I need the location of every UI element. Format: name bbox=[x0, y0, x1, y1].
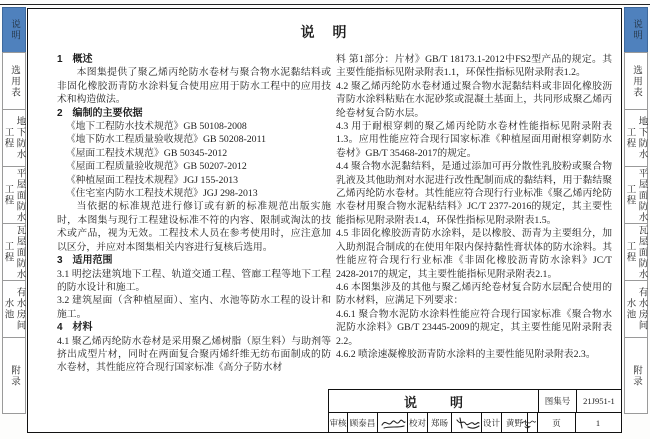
reference-item: 《屋面工程技术规范》GB 50345-2012 bbox=[65, 147, 228, 159]
tab-label: 工程 bbox=[2, 184, 14, 206]
reference-item: 《地下防水工程质量验收规范》GB 50208-2011 bbox=[65, 134, 267, 146]
tab-label: 附录 bbox=[631, 364, 642, 387]
tab-label: 平屋面防水 bbox=[636, 167, 648, 223]
section-heading: 1 概述 bbox=[57, 54, 93, 65]
tab-label: 选用表 bbox=[631, 64, 642, 98]
tab-label: 说明 bbox=[631, 19, 642, 41]
designer-name: 黄野 bbox=[501, 413, 527, 432]
paragraph: 本图集提供了聚乙烯丙纶防水卷材与聚合物水泥黏结料或非固化橡胶沥青防水涂料复合使用应用于防水工程中的应用技术和构造做法。 bbox=[57, 67, 331, 106]
tab-label: 工程 bbox=[624, 184, 636, 206]
paragraph: 当依据的标准规范进行修订或有新的标准规范出版实施时，本图集与现行工程建设标准不符的内容、限制或淘汰的技术或产品，视为无效。工程技术人员在参考使用时，应注意加以区分，并应对本图集相关内容进行复核后选用。 bbox=[57, 201, 331, 253]
sidebar-item-shuoming[interactable] bbox=[2, 7, 26, 53]
sidebar-item-youshui-fangjian[interactable] bbox=[624, 280, 648, 338]
sidebar-item-youshui-fangjian[interactable] bbox=[2, 280, 26, 338]
paragraph: 3.1 明挖法建筑地下工程、轨道交通工程、管廊工程等地下工程的防水设计和施工。 bbox=[57, 268, 331, 293]
tab-label: 瓦屋面防水 bbox=[636, 224, 648, 280]
title-block-title: 说 明 bbox=[403, 394, 473, 410]
paragraph: 4.6 本图集涉及的其他与聚乙烯丙纶卷材复合防水层配合使用的防水材料，应满足下列要求： bbox=[336, 281, 612, 307]
left-tab-rail bbox=[2, 8, 26, 414]
paragraph: 4.4 聚合物水泥黏结料，是通过添加可再分散性乳胶粉或聚合物乳液及其他助剂对水泥进行改性配制而成的黏结料，用于黏结聚乙烯丙纶防水卷材。其性能应符合现行行业标准《聚乙烯丙纶防水卷材用聚合物水泥粘结料》JC/T 2377-2016的规定，其主要性能指标见附录附表1.4，环保性指标见附录附表1.5。 bbox=[336, 161, 612, 226]
designer-label: 设计 bbox=[481, 413, 501, 432]
tab-label: 有水房间 bbox=[636, 287, 648, 331]
section-heading: 2 编制的主要依据 bbox=[57, 107, 143, 119]
tab-label: 有水房间 bbox=[14, 287, 26, 331]
tab-label: 地下防水 bbox=[636, 116, 648, 160]
tab-label: 平屋面防水 bbox=[14, 167, 26, 223]
page-top-edge bbox=[0, 4, 650, 5]
sidebar-item-fulu[interactable] bbox=[624, 337, 648, 414]
reviewer-name: 顾泰昌 bbox=[347, 413, 377, 432]
tab-label: 附录 bbox=[9, 364, 20, 387]
content-frame bbox=[27, 8, 622, 433]
page-number: 1 bbox=[575, 413, 620, 432]
sidebar-item-wawumian-fangshui[interactable] bbox=[2, 223, 26, 281]
tab-label: 水池 bbox=[624, 298, 636, 320]
tab-label: 工程 bbox=[2, 127, 14, 149]
sidebar-item-dixia-fangshui[interactable] bbox=[624, 109, 648, 167]
paragraph: 4.3 用于耐根穿刺的聚乙烯丙纶防水卷材性能指标见附录附表1.3。应用性能应符合现行国家标准《种植屋面用耐根穿刺防水卷材》GB/T 35468-2017的规定。 bbox=[336, 121, 612, 159]
reference-item: 《种植屋面工程技术规程》JGJ 155-2013 bbox=[65, 174, 239, 186]
reference-item: 《屋面工程质量验收规范》GB 50207-2012 bbox=[65, 161, 247, 173]
sidebar-item-pingwumian-fangshui[interactable] bbox=[2, 166, 26, 224]
sidebar-item-dixia-fangshui[interactable] bbox=[2, 109, 26, 167]
section-heading: 3 适用范围 bbox=[57, 255, 113, 267]
reviewer-signature bbox=[377, 413, 407, 432]
sidebar-item-fulu[interactable] bbox=[2, 337, 26, 414]
tab-label: 工程 bbox=[2, 241, 14, 263]
designer-signature bbox=[527, 413, 537, 432]
tab-label: 水池 bbox=[2, 298, 14, 320]
paragraph: 4.1 聚乙烯丙纶防水卷材是采用聚乙烯树脂（原生料）与助剂等挤出成型片材，同时在两面复合聚丙烯纤维无纺布面制成的防水卷材，其性能应符合现行国家标准《高分子防水材 bbox=[57, 335, 331, 374]
tab-label: 瓦屋面防水 bbox=[14, 224, 26, 280]
checker-name: 郑旸 bbox=[427, 413, 451, 432]
right-tab-rail bbox=[624, 8, 648, 414]
page-label: 页 bbox=[537, 413, 575, 432]
reviewer-label: 审核 bbox=[329, 417, 347, 428]
sidebar-item-pingwumian-fangshui[interactable] bbox=[624, 166, 648, 224]
tab-label: 选用表 bbox=[9, 64, 20, 98]
tab-label: 工程 bbox=[624, 127, 636, 149]
tab-label: 地下防水 bbox=[14, 116, 26, 160]
paragraph: 4.2 聚乙烯丙纶防水卷材通过聚合物水泥黏结料或非固化橡胶沥青防水涂料粘贴在水泥砂浆或混凝土基面上，共同形成聚乙烯丙纶卷材复合防水层。 bbox=[336, 80, 612, 119]
page-title: 说 明 bbox=[300, 26, 349, 41]
paragraph: 4.5 非固化橡胶沥青防水涂料，是以橡胶、沥青为主要组分，加入助剂混合制成的在使用年限内保持黏性膏状体的防水涂料。其性能应符合现行行业标准《非固化橡胶沥青防水涂料》JC/T 2428-2017的规定，其主要性能指标见附录附表2.1。 bbox=[336, 228, 612, 280]
atlas-number-label: 图集号 bbox=[538, 390, 576, 412]
sidebar-item-xuanyongbiao[interactable] bbox=[2, 52, 26, 110]
atlas-number: 21J951-1 bbox=[576, 390, 621, 412]
sidebar-item-shuoming[interactable] bbox=[624, 7, 648, 53]
tab-label: 说明 bbox=[9, 19, 20, 41]
text-column-left bbox=[57, 53, 331, 375]
reference-item: 《住宅室内防水工程技术规范》JGJ 298-2013 bbox=[65, 188, 258, 200]
sidebar-item-xuanyongbiao[interactable] bbox=[624, 52, 648, 110]
paragraph: 4.6.1 聚合物水泥防水涂料性能应符合现行国家标准《聚合物水泥防水涂料》GB/T 23445-2009的规定，其主要性能见附录附表2.2。 bbox=[336, 308, 612, 347]
checker-signature bbox=[451, 413, 481, 432]
section-heading: 4 材料 bbox=[57, 322, 93, 334]
paragraph: 4.6.2 喷涂速凝橡胶沥青防水涂料的主要性能见附录附表2.3。 bbox=[336, 348, 596, 360]
checker-label: 校对 bbox=[407, 413, 427, 432]
reference-item: 《地下工程防水技术规范》GB 50108-2008 bbox=[65, 121, 247, 133]
sidebar-item-wawumian-fangshui[interactable] bbox=[624, 223, 648, 281]
paragraph: 料 第1部分：片材》GB/T 18173.1-2012中FS2型产品的规定。其主要性能指标见附录附表1.1，环保性指标见附录附表1.2。 bbox=[336, 54, 612, 79]
paragraph: 3.2 建筑屋面（含种植屋面）、室内、水池等防水工程的设计和施工。 bbox=[57, 295, 331, 320]
title-block bbox=[328, 389, 621, 432]
tab-label: 工程 bbox=[624, 241, 636, 263]
text-column-right bbox=[336, 53, 612, 361]
